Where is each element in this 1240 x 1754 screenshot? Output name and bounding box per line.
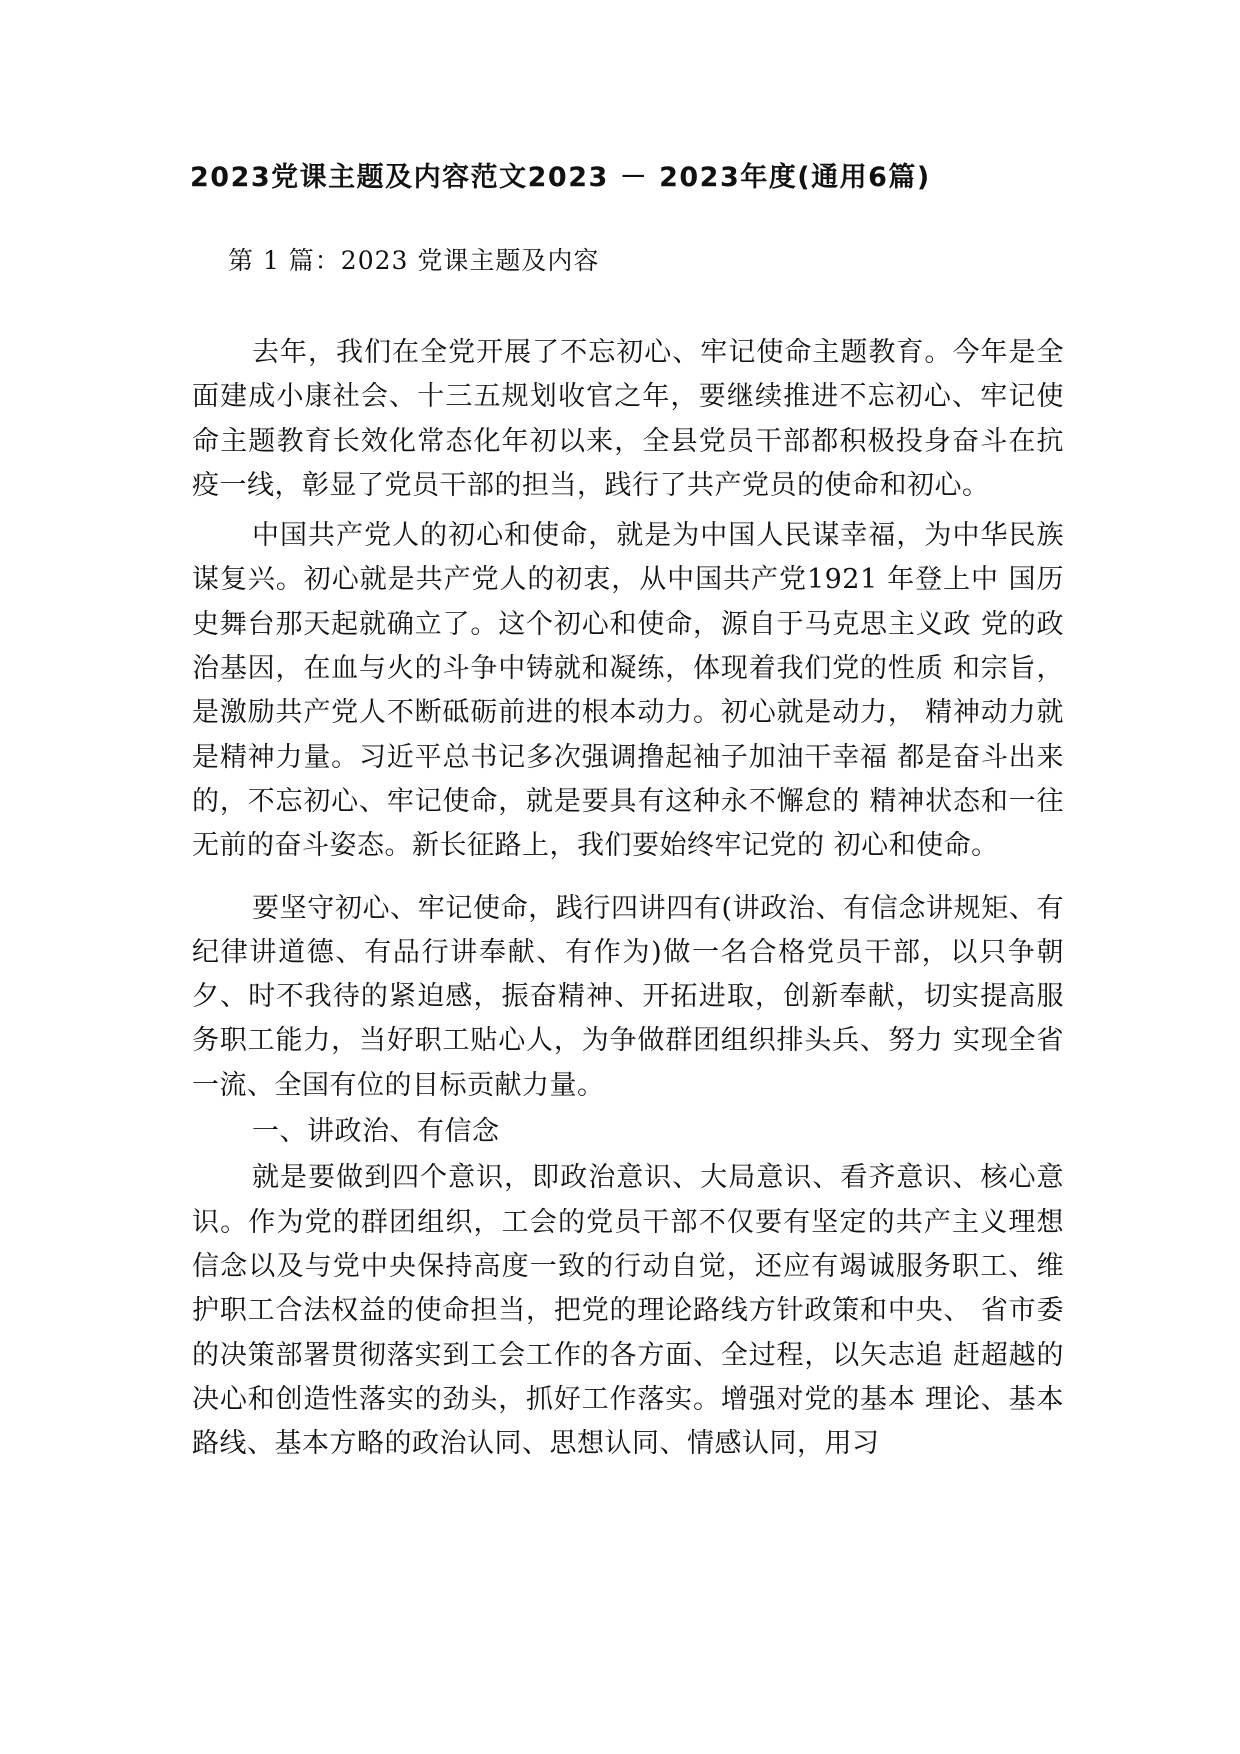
paragraph-2: 中国共产党人的初心和使命，就是为中国人民谋幸福，为中华民族谋复兴。初心就是共产党人的初衷，从中国共产党1921 年登上中 国历史舞台那天起就确立了。这个初心和使命，源自于马克思主义政 党的政治基因，在血与火的斗争中铸就和凝练，体现着我们党的性质 和宗旨，是激励共产党人不断砥砺前进的根本动力。初心就是动力， 精神动力就是精神力量。习近平总书记多次强调撸起袖子加油干幸福 都是奋斗出来的，不忘初心、牢记使命，就是要具有这种永不懈怠的 精神状态和一往无前的奋斗姿态。新长征路上，我们要始终牢记党的 初心和使命。 (192, 520, 1064, 862)
subheading-politics: 一、讲政治、有信念 (252, 1116, 500, 1148)
paragraph-3: 要坚守初心、牢记使命，践行四讲四有(讲政治、有信念讲规矩、有纪律讲道德、有品行讲奉献、有作为)做一名合格党员干部，以只争朝夕、时不我待的紧迫感，振奋精神、开拓进取，创新奉献，切实提高服务职工能力，当好职工贴心人，为争做群团组织排头兵、努力 实现全省一流、全国有位的目标贡献力量。 (192, 892, 1064, 1101)
paragraph-4: 就是要做到四个意识，即政治意识、大局意识、看齐意识、核心意识。作为党的群团组织，工会的党员干部不仅要有坚定的共产主义理想信念以及与党中央保持高度一致的行动自觉，还应有竭诚服务职工、维护职工合法权益的使命担当，把党的理论路线方针政策和中央、 省市委的决策部署贯彻落实到工会工作的各方面、全过程，以矢志追 赶超越的决心和创造性落实的劲头，抓好工作落实。增强对党的基本 理论、基本路线、基本方略的政治认同、思想认同、情感认同，用习 (192, 1162, 1064, 1460)
section-heading: 第 1 篇：2023 党课主题及内容 (228, 246, 600, 275)
document-title: 2023党课主题及内容范文2023 － 2023年度(通用6篇) (190, 162, 931, 193)
paragraph-1: 去年，我们在全党开展了不忘初心、牢记使命主题教育。今年是全面建成小康社会、十三五规划收官之年，要继续推进不忘初心、牢记使命主题教育长效化常态化年初以来，全县党员干部都积极投身奋斗在抗疫一线，彰显了党员干部的担当，践行了共产党员的使命和初心。 (192, 337, 1064, 501)
document-body (192, 331, 1064, 1466)
